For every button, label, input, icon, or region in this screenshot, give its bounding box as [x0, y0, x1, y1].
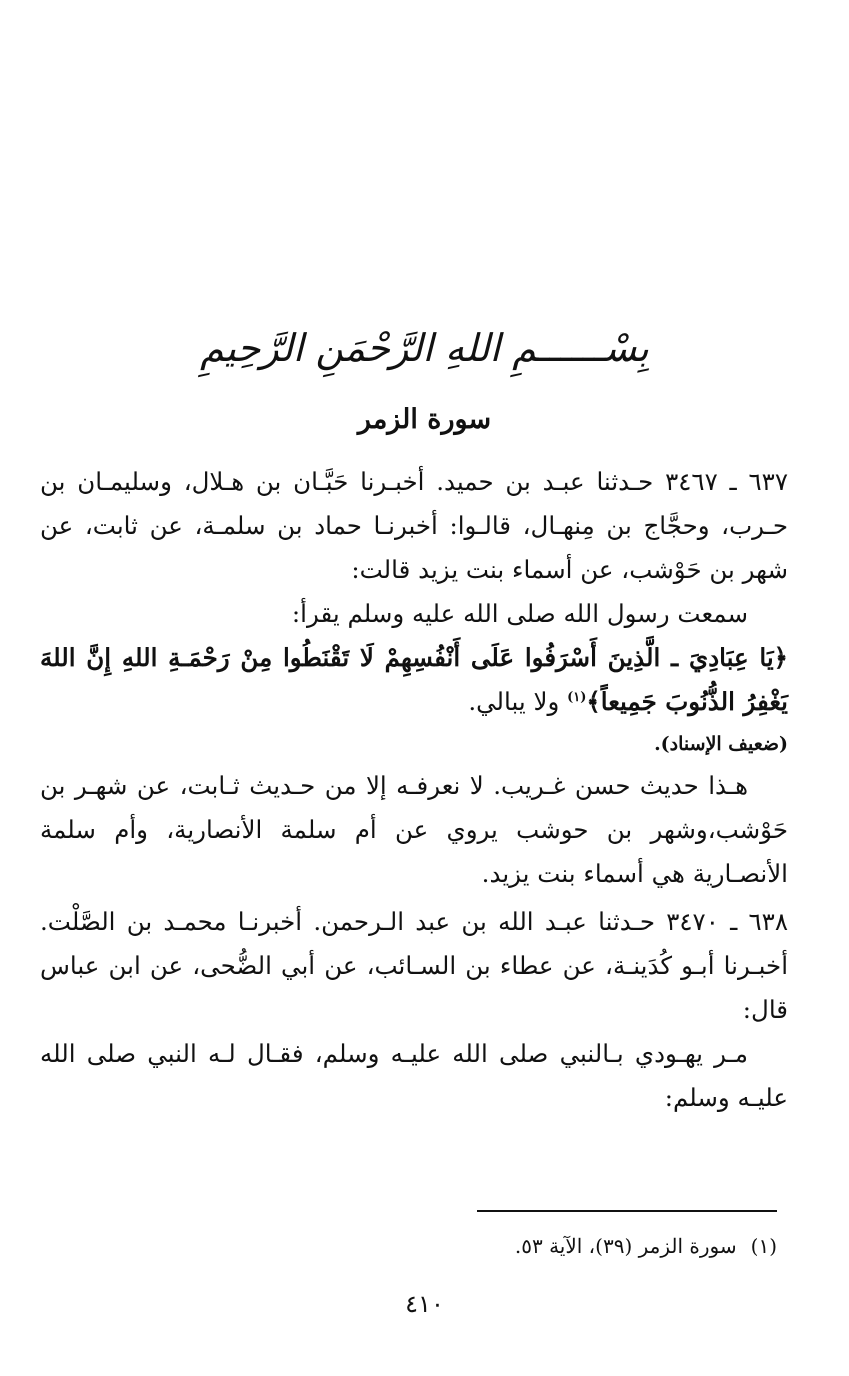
- footnote: [77, 1228, 777, 1264]
- page-number: ٤١٠: [405, 1290, 444, 1318]
- basmala-heading: بِسْــــــمِ اللهِ الرَّحْمَنِ الرَّحِيمِ: [200, 326, 649, 370]
- footnote-divider: [477, 1210, 777, 1212]
- main-text: [40, 460, 788, 1120]
- hadith-637-heard: سمعت رسول الله صلى الله عليه وسلم يقرأ:: [291, 599, 748, 628]
- hadith-638-isnad: ٦٣٨ ـ ٣٤٧٠ حـدثنا عبـد الله بن عبد الـرحمن. أخبرنـا محمـد بن الصَّلْت. أخبـرنا أبـو كُدَينـة، عن عطاء بن السـائب، عن أبي الضُّحى، عن ابن عباس قال:: [40, 907, 788, 1024]
- hadith-637-isnad: ٦٣٧ ـ ٣٤٦٧ حـدثنا عبـد بن حميد. أخبـرنا حَبَّـان بن هـلال، وسليمـان بن حـرب، وحجَّاج بن مِنهـال، قالـوا: أخبرنـا حماد بن سلمـة، عن ثابت، عن شهر بن حَوْشب، عن أسماء بنت يزيد قالت:: [40, 467, 788, 584]
- verse-tail: ولا يبالي.: [468, 687, 568, 716]
- footnote-number: (١): [750, 1234, 777, 1258]
- surah-title: سورة الزمر: [357, 404, 492, 435]
- hadith-638-narration: مـر يهـودي بـالنبي صلى الله عليـه وسلم، فقـال لـه النبي صلى الله عليـه وسلم:: [40, 1039, 788, 1112]
- footnote-reference: (١): [567, 689, 587, 705]
- footnote-text: سورة الزمر (٣٩)، الآية ٥٣.: [514, 1234, 737, 1258]
- hadith-637-commentary: هـذا حديث حسن غـريب. لا نعرفـه إلا من حـديث ثـابت، عن شهـر بن حَوْشب،وشهر بن حوشب يروي عن أم سلمة الأنصارية، وأم سلمة الأنصـارية هي أسماء بنت يزيد.: [40, 771, 788, 888]
- quran-verse-text: ﴿يَا عِبَادِيَ ـ الَّذِينَ أَسْرَفُوا عَلَى أَنْفُسِهِمْ لَا تَقْنَطُوا مِنْ رَحْمَـةِ اللهِ إِنَّ اللهَ يَغْفِرُ الذُّنُوبَ جَمِيعاً﴾: [40, 643, 788, 716]
- hadith-grading: (ضعيف الإسناد).: [654, 733, 788, 755]
- quran-verse: [40, 636, 788, 724]
